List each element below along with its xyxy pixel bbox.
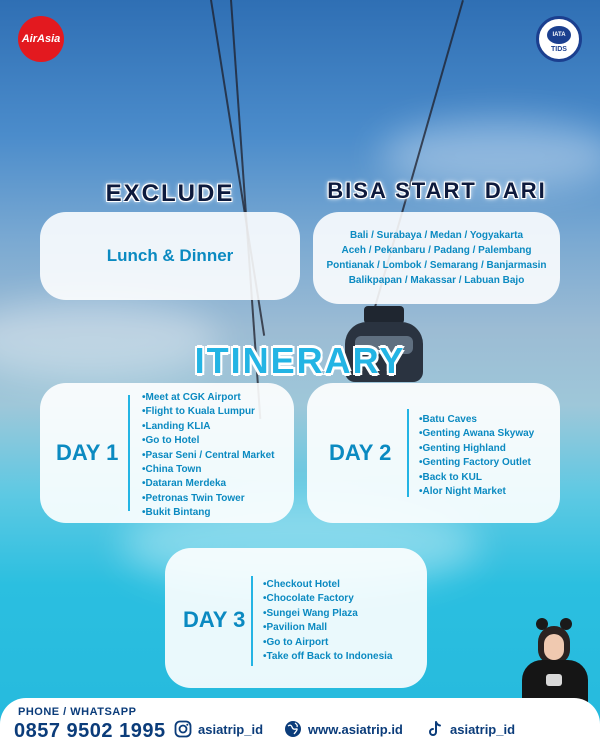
- list-item: • Pasar Seni / Central Market: [142, 449, 274, 463]
- list-item: • Genting Highland: [419, 442, 534, 456]
- list-item: • Dataran Merdeka: [142, 477, 274, 491]
- phone-label: PHONE / WHATSAPP: [18, 706, 137, 718]
- iata-tids-logo: [536, 16, 582, 62]
- itinerary-heading: ITINERARY: [194, 340, 406, 381]
- list-item: • China Town: [142, 463, 274, 477]
- day-3-label: DAY 3: [183, 607, 246, 632]
- globe-icon: [284, 720, 302, 738]
- start-city-line: Bali / Surabaya / Medan / Yogyakarta: [349, 230, 524, 241]
- list-item: • Petronas Twin Tower: [142, 492, 274, 506]
- day-3-list: [263, 578, 392, 664]
- iata-globe: [547, 26, 571, 44]
- tiktok-handle: asiatrip_id: [450, 721, 516, 737]
- day-divider: [128, 395, 130, 511]
- list-item: • Alor Night Market: [419, 485, 534, 499]
- list-item: • Go to Airport: [263, 636, 392, 650]
- tiktok-link[interactable]: [426, 720, 515, 738]
- start-city-line: Aceh / Pekanbaru / Padang / Palembang: [341, 245, 532, 256]
- instagram-icon: [174, 720, 192, 738]
- start-from-heading: BISA START DARI: [327, 178, 547, 203]
- shirt-logo: [546, 674, 562, 686]
- start-city-line: Pontianak / Lombok / Semarang / Banjarmasin: [326, 260, 547, 271]
- iata-text: IATA: [552, 31, 566, 38]
- website-url: www.asiatrip.id: [308, 721, 403, 737]
- contact-footer: [0, 698, 600, 750]
- tiktok-icon: [426, 720, 444, 738]
- instagram-handle: asiatrip_id: [198, 721, 264, 737]
- day-1-label: DAY 1: [56, 440, 119, 465]
- tids-text: TIDS: [551, 45, 567, 53]
- instagram-link[interactable]: [174, 720, 263, 738]
- exclude-card: [40, 212, 300, 300]
- list-item: • Back to KUL: [419, 471, 534, 485]
- list-item: • Take off Back to Indonesia: [263, 650, 392, 664]
- list-item: • Go to Hotel: [142, 434, 274, 448]
- list-item: • Bukit Bintang: [142, 506, 274, 520]
- exclude-item: Lunch & Dinner: [106, 246, 234, 265]
- day-1-card: [40, 383, 294, 523]
- list-item: • Chocolate Factory: [263, 592, 392, 606]
- day-divider: [251, 576, 253, 666]
- start-city-line: Balikpapan / Makassar / Labuan Bajo: [348, 275, 525, 286]
- airasia-logo: [18, 16, 64, 62]
- day-divider: [407, 409, 409, 497]
- list-item: • Genting Awana Skyway: [419, 427, 534, 441]
- day-2-label: DAY 2: [329, 440, 392, 465]
- exclude-heading: EXCLUDE: [105, 180, 235, 207]
- list-item: • Pavilion Mall: [263, 621, 392, 635]
- list-item: • Sungei Wang Plaza: [263, 607, 392, 621]
- list-item: • Flight to Kuala Lumpur: [142, 405, 274, 419]
- airasia-logo-text: AirAsia: [21, 33, 61, 45]
- website-link[interactable]: [284, 720, 403, 738]
- phone-number[interactable]: 0857 9502 1995: [14, 720, 166, 742]
- day-2-card: [307, 383, 560, 523]
- face: [544, 634, 564, 660]
- list-item: • Batu Caves: [419, 413, 534, 427]
- list-item: • Landing KLIA: [142, 420, 274, 434]
- list-item: • Checkout Hotel: [263, 578, 392, 592]
- list-item: • Meet at CGK Airport: [142, 391, 274, 405]
- day-1-list: [142, 391, 274, 521]
- list-item: • Genting Factory Outlet: [419, 456, 534, 470]
- day-2-list: [419, 413, 534, 499]
- start-from-card: [313, 212, 560, 304]
- day-3-card: [165, 548, 427, 688]
